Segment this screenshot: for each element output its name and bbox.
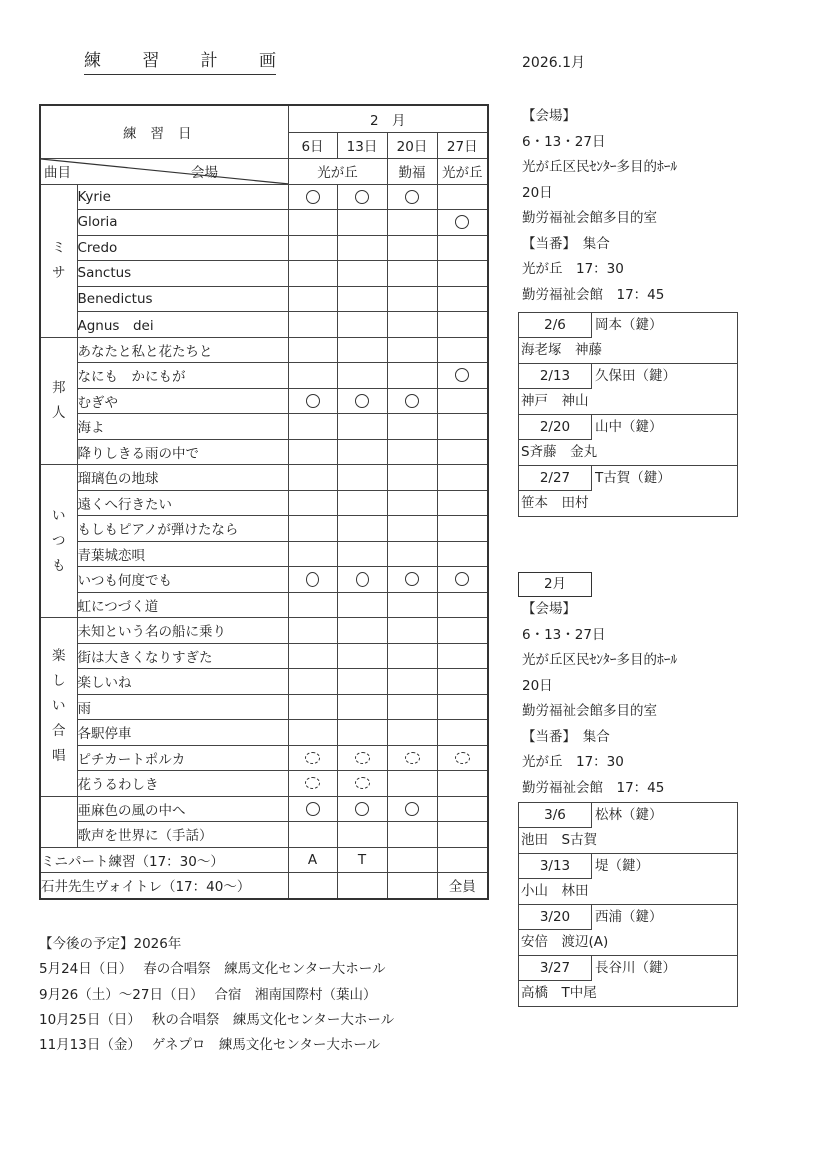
circle-mark-icon <box>355 394 369 408</box>
mark-cell <box>288 592 337 618</box>
duty-date: 3/27 <box>519 956 592 981</box>
info-line: 光が丘区民ｾﾝﾀｰ多目的ﾎｰﾙ <box>522 159 678 175</box>
duty-members: 高橋 T中尾 <box>521 985 597 1001</box>
mark-cell <box>387 286 437 312</box>
duty-key-holder: 松林（鍵） <box>595 807 663 823</box>
info-line: 6・13・27日 <box>522 133 606 150</box>
mark-cell <box>337 567 387 593</box>
future-heading: 【今後の予定】2026年 <box>39 936 182 952</box>
song-row <box>40 337 488 363</box>
circle-mark-icon <box>455 572 469 586</box>
mark-cell <box>387 490 437 516</box>
mark-cell <box>337 465 387 491</box>
song-row <box>40 541 488 567</box>
song-row <box>40 720 488 746</box>
duty-members: 海老塚 神藤 <box>521 342 602 358</box>
duty-key-holder: 山中（鍵） <box>595 419 663 435</box>
duty-date: 2/27 <box>519 466 592 491</box>
mark-cell <box>437 490 488 516</box>
category-cell: い つ も <box>40 465 77 618</box>
duty-row <box>519 955 737 981</box>
title-char: 練 <box>84 51 101 71</box>
song-row <box>40 490 488 516</box>
duty-members: 笹本 田村 <box>521 495 589 511</box>
mark-cell <box>288 771 337 797</box>
extra-mark-cell: A <box>288 847 337 873</box>
mark-cell <box>387 312 437 338</box>
info-line: 6・13・27日 <box>522 626 606 643</box>
mark-cell <box>437 184 488 210</box>
mark-cell <box>288 388 337 414</box>
song-row <box>40 388 488 414</box>
song-name: 各駅停車 <box>77 720 288 746</box>
mark-cell <box>337 771 387 797</box>
song-name: ピチカートポルカ <box>77 745 288 771</box>
circle-mark-icon <box>305 777 320 789</box>
info-line: 光が丘 17：30 <box>522 754 624 770</box>
venue-info-january <box>522 104 677 308</box>
song-name: Credo <box>77 235 288 261</box>
mark-cell <box>437 720 488 746</box>
circle-mark-icon <box>405 572 419 586</box>
diagonal-line <box>41 159 288 184</box>
duty-key-holder: 堤（鍵） <box>595 858 649 874</box>
mark-cell <box>337 694 387 720</box>
mark-cell <box>437 592 488 618</box>
song-venue-header <box>40 159 288 185</box>
extra-mark-cell <box>337 873 387 899</box>
venue-cell: 勤福 <box>387 159 437 185</box>
mark-cell <box>437 210 488 236</box>
mark-cell <box>437 363 488 389</box>
mark-cell <box>288 669 337 695</box>
song-name: Benedictus <box>77 286 288 312</box>
mark-cell <box>337 337 387 363</box>
mark-cell <box>337 490 387 516</box>
song-name: 降りしきる雨の中で <box>77 439 288 465</box>
extra-mark-cell <box>437 847 488 873</box>
mark-cell <box>387 184 437 210</box>
mark-cell <box>387 439 437 465</box>
duty-members: 安倍 渡辺(A) <box>521 934 609 950</box>
circle-mark-icon <box>306 394 320 408</box>
duty-row <box>519 803 737 828</box>
song-name: 歌声を世界に（手話） <box>77 822 288 848</box>
mark-cell <box>337 643 387 669</box>
venue-label: 会場 <box>191 165 218 181</box>
extra-mark-cell <box>288 873 337 899</box>
mark-cell <box>387 796 437 822</box>
mark-cell <box>288 643 337 669</box>
song-row <box>40 363 488 389</box>
info-line: 光が丘区民ｾﾝﾀｰ多目的ﾎｰﾙ <box>522 652 678 668</box>
duty-members: 神戸 神山 <box>521 393 589 409</box>
circle-mark-icon <box>355 752 370 764</box>
song-name: Sanctus <box>77 261 288 287</box>
practice-day-header: 練習日 <box>40 105 288 159</box>
mark-cell <box>387 465 437 491</box>
info-line: 勤労福祉会館 17：45 <box>522 779 665 796</box>
month-box: 2月 <box>518 572 592 597</box>
mark-cell <box>437 822 488 848</box>
mark-cell <box>288 363 337 389</box>
duty-key-holder: 岡本（鍵） <box>595 317 663 333</box>
circle-mark-icon <box>405 752 420 764</box>
mark-cell <box>337 516 387 542</box>
song-row <box>40 567 488 593</box>
song-name: 瑠璃色の地球 <box>77 465 288 491</box>
song-name: 青葉城恋唄 <box>77 541 288 567</box>
mark-cell <box>387 414 437 440</box>
circle-mark-icon <box>405 190 419 204</box>
extra-mark-cell: 全員 <box>437 873 488 899</box>
future-schedule <box>39 932 394 1058</box>
mark-cell <box>437 286 488 312</box>
mark-cell <box>288 490 337 516</box>
page-title <box>84 50 276 75</box>
mark-cell <box>387 210 437 236</box>
mark-cell <box>387 567 437 593</box>
category-cell <box>40 796 77 847</box>
song-name: 未知という名の船に乗り <box>77 618 288 644</box>
circle-mark-icon <box>356 572 369 587</box>
info-line: 【会場】 <box>522 601 576 617</box>
song-name: むぎや <box>77 388 288 414</box>
circle-mark-icon <box>305 752 320 764</box>
song-row <box>40 210 488 236</box>
mark-cell <box>387 541 437 567</box>
mark-cell <box>337 286 387 312</box>
mark-cell <box>288 822 337 848</box>
mark-cell <box>437 337 488 363</box>
extra-row <box>40 873 488 899</box>
duty-row <box>519 465 737 491</box>
song-row <box>40 465 488 491</box>
venue-cell: 光が丘 <box>288 159 387 185</box>
mark-cell <box>337 184 387 210</box>
song-row <box>40 771 488 797</box>
info-line: 【当番】 集合 <box>522 235 610 252</box>
category-cell: 楽 し い 合 唱 <box>40 618 77 797</box>
mark-cell <box>387 235 437 261</box>
song-label: 曲目 <box>44 165 71 181</box>
extra-mark-cell: T <box>337 847 387 873</box>
info-line: 勤労福祉会館多目的室 <box>522 210 657 226</box>
song-name: いつも何度でも <box>77 567 288 593</box>
song-row <box>40 643 488 669</box>
date-header: 20日 <box>387 132 437 159</box>
mark-cell <box>288 516 337 542</box>
mark-cell <box>288 745 337 771</box>
song-name: もしもピアノが弾けたなら <box>77 516 288 542</box>
song-row <box>40 592 488 618</box>
mark-cell <box>387 337 437 363</box>
mark-cell <box>337 720 387 746</box>
circle-mark-icon <box>306 190 320 204</box>
mark-cell <box>437 465 488 491</box>
duty-key-holder: 西浦（鍵） <box>595 909 663 925</box>
mark-cell <box>288 618 337 644</box>
song-name: あなたと私と花たちと <box>77 337 288 363</box>
mark-cell <box>437 312 488 338</box>
extra-row <box>40 847 488 873</box>
info-line: 【会場】 <box>522 108 576 124</box>
venue-info-february <box>522 597 677 801</box>
circle-mark-icon <box>405 394 419 408</box>
mark-cell <box>288 235 337 261</box>
duty-date: 2/6 <box>519 313 592 338</box>
mark-cell <box>288 210 337 236</box>
song-row <box>40 745 488 771</box>
duty-row <box>519 904 737 930</box>
mark-cell <box>437 235 488 261</box>
song-row <box>40 669 488 695</box>
mark-cell <box>337 541 387 567</box>
mark-cell <box>337 235 387 261</box>
song-row <box>40 822 488 848</box>
mark-cell <box>288 694 337 720</box>
title-char: 計 <box>200 51 218 71</box>
mark-cell <box>288 567 337 593</box>
mark-cell <box>437 694 488 720</box>
song-row <box>40 184 488 210</box>
mark-cell <box>437 745 488 771</box>
mark-cell <box>288 541 337 567</box>
venue-cell: 光が丘 <box>437 159 488 185</box>
duty-date: 3/13 <box>519 854 592 879</box>
mark-cell <box>337 261 387 287</box>
mark-cell <box>337 618 387 644</box>
song-row <box>40 235 488 261</box>
song-row <box>40 439 488 465</box>
duty-row <box>519 853 737 879</box>
mark-cell <box>437 567 488 593</box>
circle-mark-icon <box>355 802 369 816</box>
info-line: 勤労福祉会館 17：45 <box>522 286 665 303</box>
song-name: 街は大きくなりすぎた <box>77 643 288 669</box>
mark-cell <box>337 669 387 695</box>
practice-plan-table <box>39 104 489 900</box>
mark-cell <box>288 414 337 440</box>
info-line: 光が丘 17：30 <box>522 261 624 277</box>
duty-key-holder: 長谷川（鍵） <box>595 960 676 976</box>
mark-cell <box>437 261 488 287</box>
future-item: 11月13日（金） ゲネプロ 練馬文化センター大ホール <box>39 1037 381 1054</box>
mark-cell <box>387 822 437 848</box>
info-line: 勤労福祉会館多目的室 <box>522 703 657 719</box>
mark-cell <box>288 312 337 338</box>
extra-mark-cell <box>387 847 437 873</box>
future-item: 5月24日（日） 春の合唱祭 練馬文化センター大ホール <box>39 961 386 978</box>
song-name: 雨 <box>77 694 288 720</box>
song-name: Kyrie <box>77 184 288 210</box>
mark-cell <box>288 796 337 822</box>
month-header: 2 月 <box>288 105 488 132</box>
duty-date: 2/13 <box>519 364 592 389</box>
mark-cell <box>337 363 387 389</box>
mark-cell <box>288 439 337 465</box>
mark-cell <box>437 414 488 440</box>
circle-mark-icon <box>455 215 469 229</box>
date-header: 13日 <box>337 132 387 159</box>
song-row <box>40 796 488 822</box>
duty-date: 3/6 <box>519 803 592 828</box>
info-line: 20日 <box>522 677 553 694</box>
song-name: 楽しいね <box>77 669 288 695</box>
song-row <box>40 286 488 312</box>
song-name: なにも かにもが <box>77 363 288 389</box>
mark-cell <box>337 312 387 338</box>
duty-date: 2/20 <box>519 415 592 440</box>
mark-cell <box>337 210 387 236</box>
song-row <box>40 261 488 287</box>
mark-cell <box>387 261 437 287</box>
mark-cell <box>387 720 437 746</box>
song-name: 遠くへ行きたい <box>77 490 288 516</box>
mark-cell <box>387 643 437 669</box>
mark-cell <box>288 261 337 287</box>
song-name: 海よ <box>77 414 288 440</box>
mark-cell <box>387 771 437 797</box>
mark-cell <box>288 286 337 312</box>
song-row <box>40 312 488 338</box>
duty-row <box>519 363 737 389</box>
mark-cell <box>387 745 437 771</box>
mark-cell <box>437 516 488 542</box>
mark-cell <box>387 669 437 695</box>
circle-mark-icon <box>355 777 370 789</box>
mark-cell <box>337 388 387 414</box>
mark-cell <box>337 822 387 848</box>
future-item: 9月26（土）～27日（日） 合宿 湘南国際村（葉山） <box>39 986 377 1003</box>
extra-row-label: 石井先生ヴォイトレ（17：40～） <box>40 873 288 899</box>
date-header: 6日 <box>288 132 337 159</box>
mark-cell <box>437 771 488 797</box>
mark-cell <box>288 184 337 210</box>
title-char: 習 <box>142 51 160 71</box>
song-row <box>40 516 488 542</box>
duty-row <box>519 313 737 338</box>
extra-row-label: ミニパート練習（17：30～） <box>40 847 288 873</box>
song-name: 花うるわしき <box>77 771 288 797</box>
song-name: 虹につづく道 <box>77 592 288 618</box>
document-date: 2026.1月 <box>522 55 585 71</box>
category-cell: ミ サ <box>40 184 77 337</box>
mark-cell <box>387 388 437 414</box>
mark-cell <box>437 388 488 414</box>
mark-cell <box>437 669 488 695</box>
song-name: Gloria <box>77 210 288 236</box>
duty-members: S斉藤 金丸 <box>521 444 598 460</box>
duty-row <box>519 414 737 440</box>
circle-mark-icon <box>455 752 470 764</box>
duty-key-holder: T古賀（鍵） <box>595 470 671 486</box>
mark-cell <box>437 796 488 822</box>
circle-mark-icon <box>306 572 319 587</box>
song-name: 亜麻色の風の中へ <box>77 796 288 822</box>
duty-members: 池田 S古賀 <box>521 832 598 848</box>
date-header: 27日 <box>437 132 488 159</box>
duty-members: 小山 林田 <box>521 883 589 899</box>
circle-mark-icon <box>455 368 469 382</box>
mark-cell <box>337 414 387 440</box>
mark-cell <box>288 720 337 746</box>
extra-mark-cell <box>387 873 437 899</box>
mark-cell <box>387 516 437 542</box>
mark-cell <box>437 439 488 465</box>
circle-mark-icon <box>405 802 419 816</box>
duty-roster-march <box>518 802 738 1007</box>
mark-cell <box>437 618 488 644</box>
song-name: Agnus dei <box>77 312 288 338</box>
info-line: 20日 <box>522 184 553 201</box>
duty-key-holder: 久保田（鍵） <box>595 368 676 384</box>
duty-roster-february <box>518 312 738 517</box>
category-cell: 邦 人 <box>40 337 77 465</box>
mark-cell <box>337 439 387 465</box>
future-item: 10月25日（日） 秋の合唱祭 練馬文化センター大ホール <box>39 1011 395 1028</box>
title-char: 画 <box>258 51 276 71</box>
mark-cell <box>288 465 337 491</box>
mark-cell <box>437 541 488 567</box>
info-line: 【当番】 集合 <box>522 728 610 745</box>
mark-cell <box>337 745 387 771</box>
duty-date: 3/20 <box>519 905 592 930</box>
song-row <box>40 618 488 644</box>
song-row <box>40 694 488 720</box>
mark-cell <box>387 694 437 720</box>
mark-cell <box>387 363 437 389</box>
mark-cell <box>337 796 387 822</box>
circle-mark-icon <box>355 190 369 204</box>
mark-cell <box>288 337 337 363</box>
mark-cell <box>337 592 387 618</box>
mark-cell <box>387 618 437 644</box>
mark-cell <box>437 643 488 669</box>
mark-cell <box>387 592 437 618</box>
circle-mark-icon <box>306 802 320 816</box>
song-row <box>40 414 488 440</box>
